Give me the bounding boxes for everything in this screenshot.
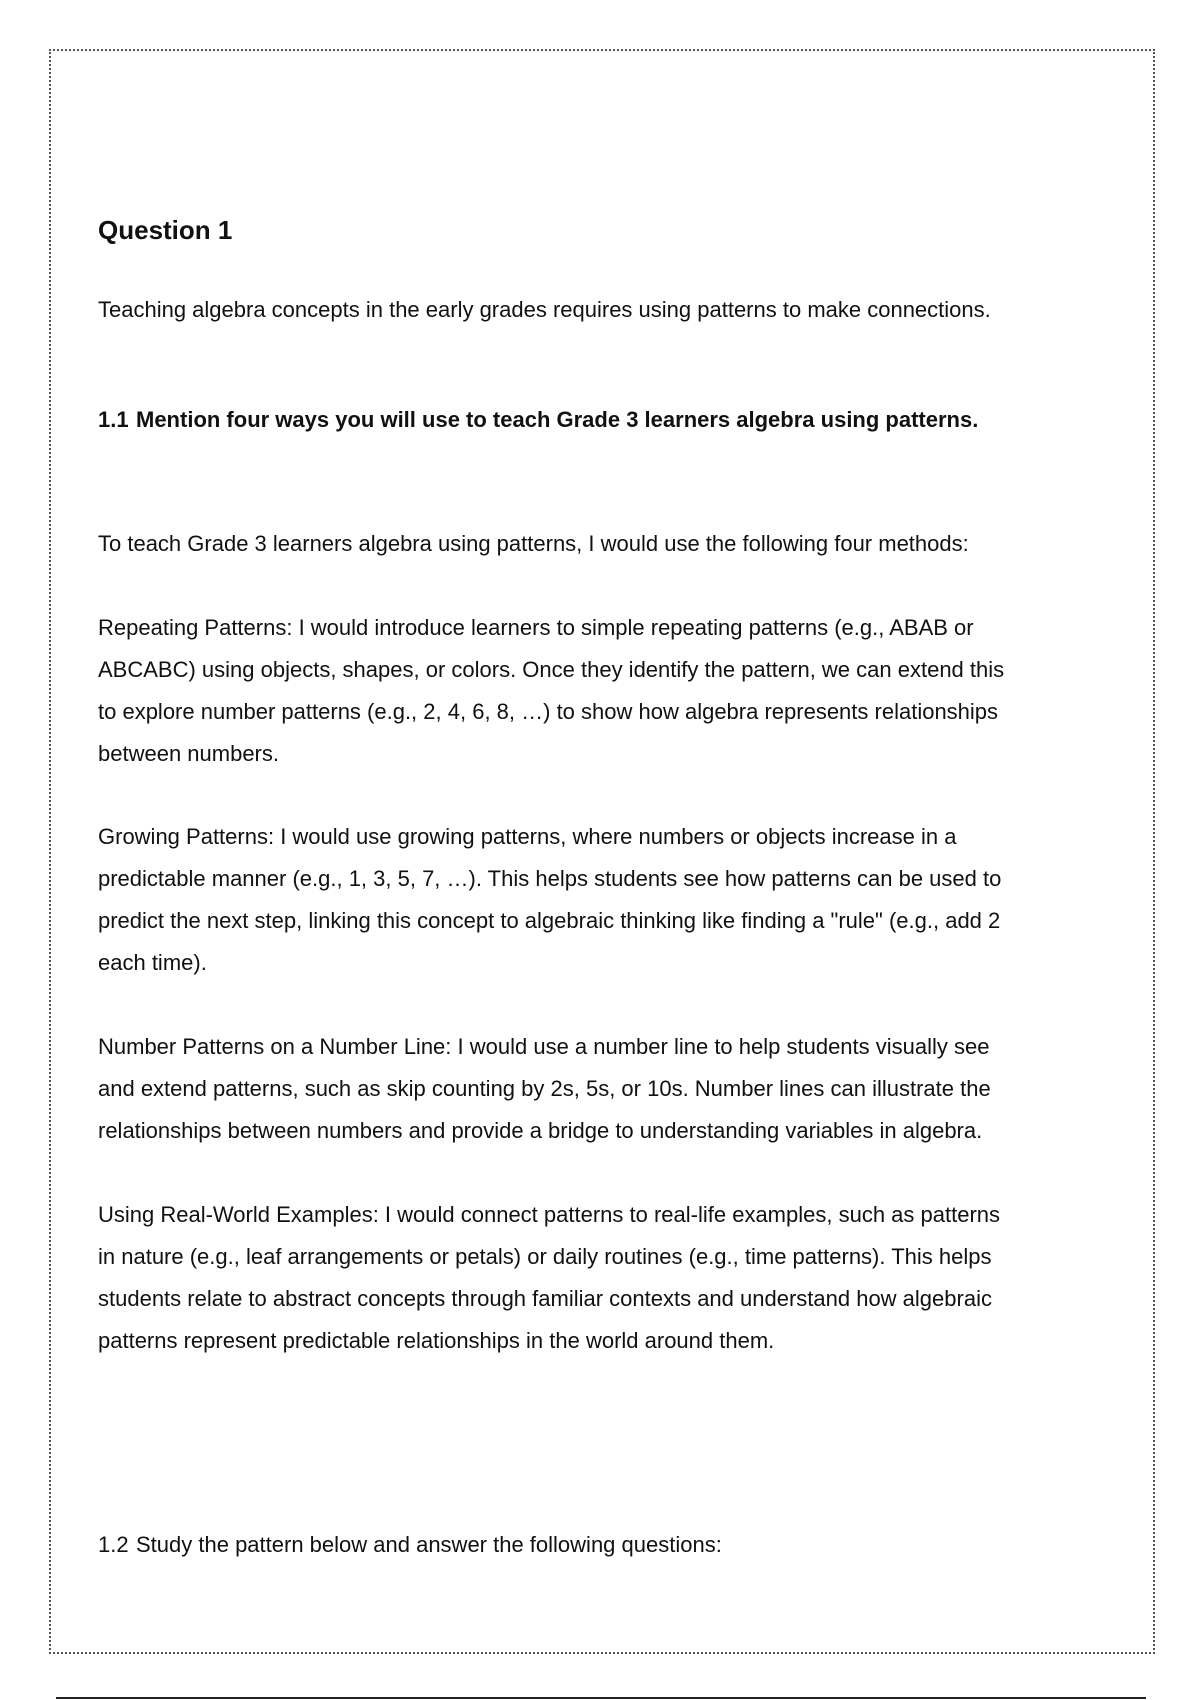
method-repeating-patterns [98,607,1098,775]
paragraph-line: Number Patterns on a Number Line: I would use a number line to help students visually see [98,1034,990,1059]
method-number-line [98,1026,1098,1152]
paragraph-line: Repeating Patterns: I would introduce learners to simple repeating patterns (e.g., ABAB or [98,615,974,640]
paragraph-line: to explore number patterns (e.g., 2, 4, 6, 8, …) to show how algebra represents relationships [98,699,999,724]
question-intro: Teaching algebra concepts in the early grades requires using patterns to make connections. [98,297,991,322]
answer-lead-text: To teach Grade 3 learners algebra using patterns, I would use the following four methods: [98,531,969,556]
method-real-world [98,1194,1098,1362]
paragraph-line: ABCABC) using objects, shapes, or colors. Once they identify the pattern, we can extend this [98,657,1005,682]
question-heading: Question 1 [98,215,233,245]
paragraph-line: in nature (e.g., leaf arrangements or petals) or daily routines (e.g., time patterns). This helps [98,1244,992,1269]
paragraph-line: students relate to abstract concepts through familiar contexts and understand how algebraic [98,1286,992,1311]
sub-question-text: Study the pattern below and answer the following questions: [136,1532,722,1557]
paragraph-line: patterns represent predictable relationships in the world around them. [98,1328,775,1353]
paragraph-line: Using Real-World Examples: I would connect patterns to real-life examples, such as patterns [98,1202,1001,1227]
paragraph-line: relationships between numbers and provide a bridge to understanding variables in algebra. [98,1118,983,1143]
paragraph-line: and extend patterns, such as skip counting by 2s, 5s, or 10s. Number lines can illustrate the [98,1076,991,1101]
answer-lead [98,523,1098,565]
sub-question-1-2 [98,1530,722,1560]
paragraph-line: Growing Patterns: I would use growing patterns, where numbers or objects increase in a [98,824,957,849]
paragraph-line: predict the next step, linking this concept to algebraic thinking like finding a "rule" (e.g., add 2 [98,908,1001,933]
sub-question-number: 1.2 [98,1532,129,1557]
sub-question-text: Mention four ways you will use to teach Grade 3 learners algebra using patterns. [136,407,979,432]
method-growing-patterns [98,816,1098,984]
paragraph-line: between numbers. [98,741,279,766]
paragraph-line: each time). [98,950,207,975]
sub-question-1-1 [98,405,978,435]
paragraph-line: predictable manner (e.g., 1, 3, 5, 7, …). This helps students see how patterns can be used to [98,866,1002,891]
bottom-divider [56,1697,1146,1699]
sub-question-number: 1.1 [98,407,129,432]
